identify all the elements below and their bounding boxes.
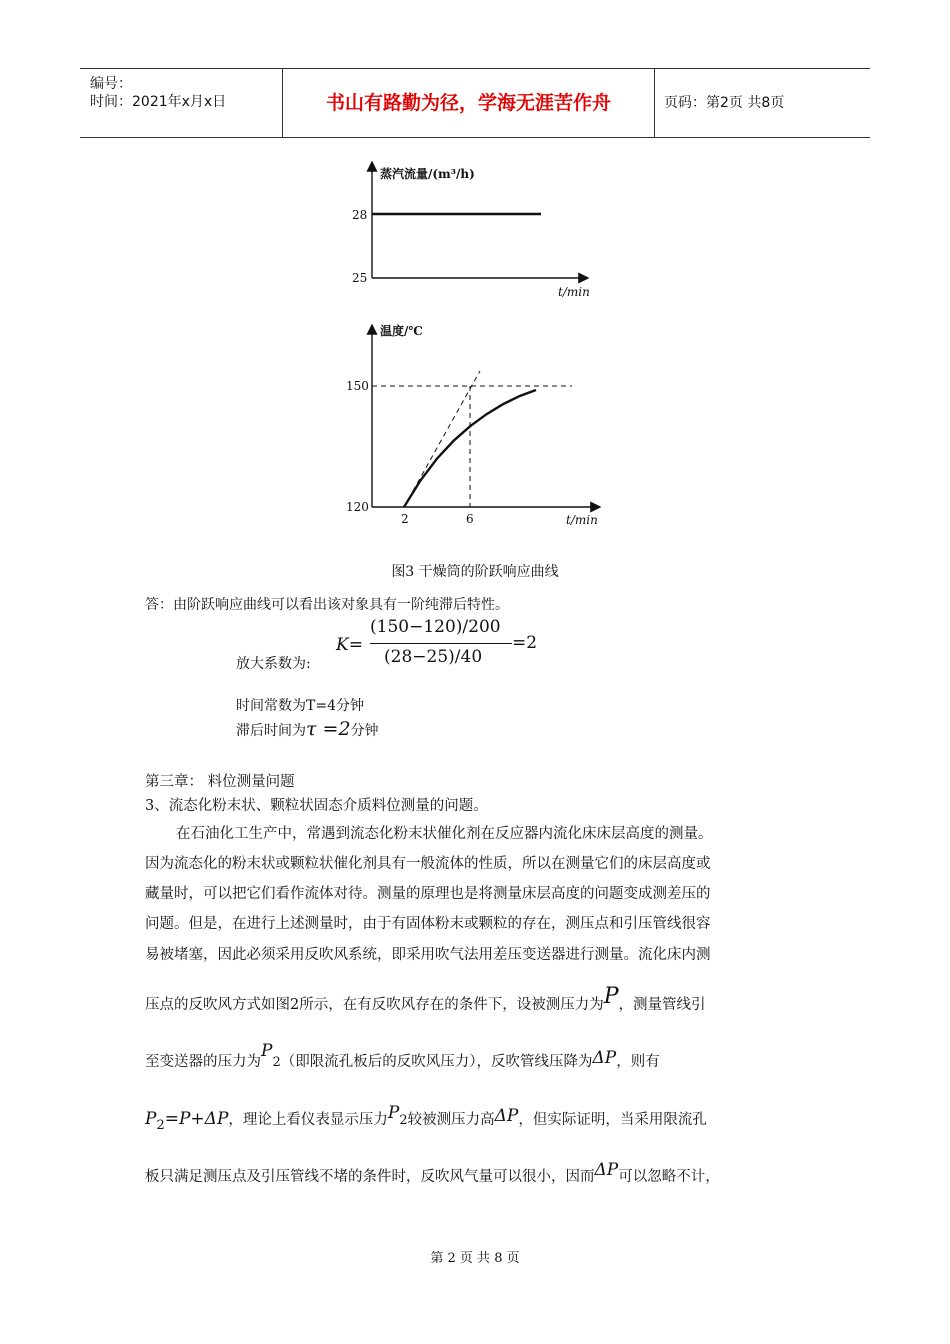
symbol-p2: P [145,1109,157,1129]
y-tick-label: 120 [346,500,369,514]
question-heading: 3、流态化粉末状、颗粒状固态介质料位测量的问题。 [145,798,488,814]
k-symbol: K= [336,635,363,655]
paragraph-line: 易被堵塞，因此必须采用反吹风系统，即采用吹气法用差压变送器进行测量。流化床内测 [145,947,711,963]
text-run: 至变送器的压力为 [145,1054,261,1070]
delay-prefix: 滞后时间为 [236,723,306,739]
symbol-delta-p: ΔP [592,1048,617,1068]
y-tick-label: 28 [352,208,368,222]
text-run: ，理论上看仪表显示压力 [228,1112,388,1128]
time-constant-text: 时间常数为T=4分钟 [236,698,364,714]
formula-numerator: (150−120)/200 [370,617,501,637]
paragraph-line: 问题。但是，在进行上述测量时，由于有固体粉末或颗粒的存在，测压点和引压管线很容 [145,916,711,932]
header-info-cell [80,69,282,137]
y-tick-label: 25 [352,271,368,285]
header-divider [654,69,655,137]
subscript-2: 2 [156,1118,165,1133]
page-header [80,68,870,138]
text-run: 可以忽略不计， [618,1169,720,1185]
formula-denominator: (28−25)/40 [384,647,483,667]
text-run: 压点的反吹风方式如图2所示，在有反吹风存在的条件下，设被测压力为 [145,997,604,1013]
steam-flow-chart [330,150,610,300]
text-run: 板只满足测压点及引压管线不堵的条件时，反吹风气量可以很小，因而 [145,1169,595,1185]
text-run: ，测量管线引 [618,997,706,1013]
paragraph-line: 因为流态化的粉末状或颗粒状催化剂具有一般流体的性质，所以在测量它们的床层高度或 [145,856,711,872]
equation: =P+ΔP [164,1109,229,1129]
header-motto: 书山有路勤为径，学海无涯苦作舟 [325,92,611,114]
temperature-chart [330,315,610,530]
gain-label: 放大系数为: [236,656,311,672]
symbol-p2: P [387,1103,400,1123]
paragraph-line [145,1160,720,1186]
symbol-p2: P [261,1041,273,1061]
delay-line [236,718,379,740]
x-axis-label: t/min [558,285,590,299]
delay-value: τ =2 [306,718,351,740]
y-tick-label: 150 [346,379,369,393]
text-run: （即限流孔板后的反吹风压力），反吹管线压降为 [280,1054,593,1070]
paragraph-line [145,1041,660,1071]
date-label: 时间：2021年x月x日 [90,94,227,110]
page-footer: 第 2 页 共 8 页 [430,1251,520,1266]
formula-result: =2 [512,633,538,653]
text-run: 较被测压力高 [407,1112,495,1128]
header-page-info: 页码：第2页 共8页 [664,95,785,111]
delay-suffix: 分钟 [350,723,379,739]
text-run: ，但实际证明，当采用限流孔 [518,1112,707,1128]
x-tick-label: 6 [466,512,474,526]
symbol-delta-p: ΔP [594,1160,619,1180]
figure-caption: 图3 干燥筒的阶跃响应曲线 [391,564,559,580]
paragraph-line [145,1103,707,1133]
paragraph-line: 藏量时，可以把它们看作流体对待。测量的原理也是将测量床层高度的问题变成测差压的 [145,886,711,902]
y-axis-label: 蒸汽流量/(m³/h) [380,167,475,181]
symbol-delta-p: ΔP [494,1106,519,1126]
answer-intro: 答：由阶跃响应曲线可以看出该对象具有一阶纯滞后特性。 [145,597,509,613]
subscript-2: 2 [272,1055,281,1070]
paragraph-line: 在石油化工生产中，常遇到流态化粉末状催化剂在反应器内流化床床层高度的测量。 [176,826,713,842]
x-axis-label: t/min [566,513,598,527]
fraction-bar [370,643,512,644]
paragraph-line [145,984,706,1015]
chapter-title: 第三章： 料位测量问题 [145,774,295,790]
x-tick-label: 2 [401,512,409,526]
text-run: ，则有 [616,1054,660,1070]
subscript-2: 2 [399,1113,408,1128]
symbol-p: P [603,984,619,1009]
y-axis-label: 温度/℃ [380,324,423,338]
number-label: 编号： [90,76,132,92]
